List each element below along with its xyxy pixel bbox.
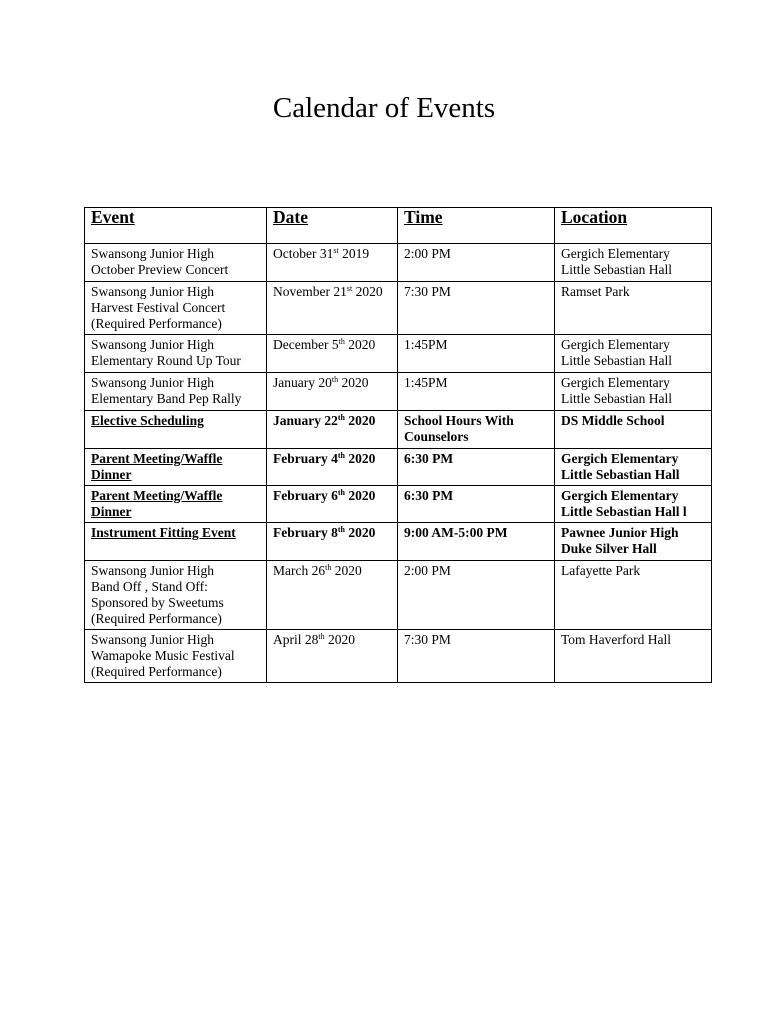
table-row: [85, 630, 712, 683]
location-line: Little Sebastian Hall: [561, 262, 672, 277]
date-ordinal: th: [325, 563, 332, 572]
location-line: Gergich Elementary: [561, 451, 679, 466]
time-line: 1:45PM: [404, 337, 448, 352]
time-line: 1:45PM: [404, 375, 448, 390]
event-cell: [85, 244, 267, 282]
time-cell: [398, 561, 555, 630]
table-row: [85, 373, 712, 411]
event-cell: [85, 411, 267, 449]
table-row: [85, 411, 712, 449]
date-day: February 6: [273, 488, 338, 503]
header-date: Date: [267, 208, 398, 244]
date-ordinal: th: [331, 375, 339, 384]
date-year: 2020: [345, 488, 376, 503]
location-line: Tom Haverford Hall: [561, 632, 672, 647]
event-line: Dinner: [91, 467, 132, 482]
event-line: Sponsored by Sweetums: [91, 595, 224, 610]
event-line: Instrument Fitting Event: [91, 525, 236, 540]
event-cell: [85, 373, 267, 411]
table-row: [85, 335, 712, 373]
date-cell: [267, 244, 398, 282]
event-cell: [85, 486, 267, 523]
date-year: 2020: [344, 337, 376, 352]
date-ordinal: th: [337, 525, 345, 534]
date-year: 2020: [331, 563, 362, 578]
location-cell: [555, 449, 712, 486]
time-cell: [398, 335, 555, 373]
time-cell: [398, 449, 555, 486]
event-line: Swansong Junior High: [91, 563, 215, 578]
location-line: Lafayette Park: [561, 563, 641, 578]
date-ordinal: th: [337, 451, 345, 460]
event-line: Wamapoke Music Festival: [91, 648, 235, 663]
time-line: 7:30 PM: [404, 284, 451, 299]
location-cell: [555, 523, 712, 561]
event-line: Swansong Junior High: [91, 632, 215, 647]
date-year: 2020: [345, 451, 376, 466]
date-year: 2020: [324, 632, 355, 647]
event-line: Elementary Band Pep Rally: [91, 391, 242, 406]
date-cell: [267, 630, 398, 683]
time-cell: [398, 630, 555, 683]
location-cell: [555, 244, 712, 282]
time-cell: [398, 373, 555, 411]
table-row: [85, 244, 712, 282]
table-row: [85, 282, 712, 335]
date-ordinal: th: [338, 337, 345, 346]
time-cell: [398, 411, 555, 449]
location-line: Gergich Elementary: [561, 246, 670, 261]
date-cell: [267, 373, 398, 411]
date-year: 2020: [352, 284, 383, 299]
event-cell: [85, 561, 267, 630]
event-line: Elective Scheduling: [91, 413, 204, 428]
time-cell: [398, 282, 555, 335]
location-cell: [555, 561, 712, 630]
event-cell: [85, 449, 267, 486]
table-row: [85, 523, 712, 561]
header-location: Location: [555, 208, 712, 244]
date-day: April 28: [273, 632, 319, 647]
event-line: Swansong Junior High: [91, 284, 215, 299]
location-cell: [555, 282, 712, 335]
location-line: Little Sebastian Hall: [561, 391, 672, 406]
date-ordinal: th: [337, 413, 346, 422]
event-line: Swansong Junior High: [91, 246, 215, 261]
time-line: 9:00 AM-5:00 PM: [404, 525, 508, 540]
date-day: January 22: [273, 413, 338, 428]
date-ordinal: st: [346, 284, 353, 293]
location-line: Little Sebastian Hall: [561, 353, 672, 368]
location-line: DS Middle School: [561, 413, 665, 428]
event-line: Swansong Junior High: [91, 375, 215, 390]
event-line: Band Off , Stand Off:: [91, 579, 208, 594]
time-cell: [398, 523, 555, 561]
header-event: Event: [85, 208, 267, 244]
date-year: 2020: [345, 525, 376, 540]
event-line: Elementary Round Up Tour: [91, 353, 241, 368]
event-line: (Required Performance): [91, 611, 222, 626]
time-line: 6:30 PM: [404, 451, 454, 466]
event-line: Dinner: [91, 504, 132, 519]
location-cell: [555, 373, 712, 411]
date-year: 2020: [345, 413, 376, 428]
event-line: (Required Performance): [91, 664, 222, 679]
time-line: 2:00 PM: [404, 563, 451, 578]
event-cell: [85, 335, 267, 373]
date-cell: [267, 449, 398, 486]
location-cell: [555, 335, 712, 373]
date-year: 2020: [338, 375, 369, 390]
time-line: School Hours With: [404, 413, 514, 428]
event-line: Swansong Junior High: [91, 337, 215, 352]
location-line: Gergich Elementary: [561, 488, 679, 503]
date-cell: [267, 411, 398, 449]
event-line: Parent Meeting/Waffle: [91, 488, 223, 503]
time-line: 7:30 PM: [404, 632, 451, 647]
date-cell: [267, 523, 398, 561]
time-cell: [398, 486, 555, 523]
date-day: November 21: [273, 284, 347, 299]
date-cell: [267, 561, 398, 630]
location-line: Little Sebastian Hall l: [561, 504, 687, 519]
date-ordinal: st: [333, 246, 339, 255]
location-cell: [555, 486, 712, 523]
location-line: Pawnee Junior High: [561, 525, 679, 540]
location-line: Duke Silver Hall: [561, 541, 657, 556]
date-day: February 8: [273, 525, 338, 540]
table-row: [85, 449, 712, 486]
event-cell: [85, 630, 267, 683]
page-title: Calendar of Events: [272, 92, 496, 124]
header-time: Time: [398, 208, 555, 244]
time-line: Counselors: [404, 429, 469, 444]
date-ordinal: th: [318, 632, 325, 641]
event-cell: [85, 282, 267, 335]
location-line: Ramset Park: [561, 284, 630, 299]
table-header-row: [85, 208, 712, 244]
event-line: October Preview Concert: [91, 262, 229, 277]
date-day: March 26: [273, 563, 326, 578]
location-line: Gergich Elementary: [561, 375, 670, 390]
date-cell: [267, 335, 398, 373]
table-row: [85, 561, 712, 630]
date-day: January 20: [273, 375, 332, 390]
date-year: 2019: [338, 246, 370, 261]
time-line: 6:30 PM: [404, 488, 454, 503]
date-cell: [267, 486, 398, 523]
date-ordinal: th: [337, 488, 345, 497]
date-day: December 5: [273, 337, 339, 352]
time-cell: [398, 244, 555, 282]
location-line: Gergich Elementary: [561, 337, 670, 352]
events-table: [84, 207, 712, 683]
event-line: Parent Meeting/Waffle: [91, 451, 223, 466]
date-cell: [267, 282, 398, 335]
location-line: Little Sebastian Hall: [561, 467, 680, 482]
event-line: Harvest Festival Concert: [91, 300, 226, 315]
location-cell: [555, 630, 712, 683]
date-day: February 4: [273, 451, 338, 466]
date-day: October 31: [273, 246, 334, 261]
location-cell: [555, 411, 712, 449]
event-cell: [85, 523, 267, 561]
table-row: [85, 486, 712, 523]
event-line: (Required Performance): [91, 316, 222, 331]
time-line: 2:00 PM: [404, 246, 451, 261]
